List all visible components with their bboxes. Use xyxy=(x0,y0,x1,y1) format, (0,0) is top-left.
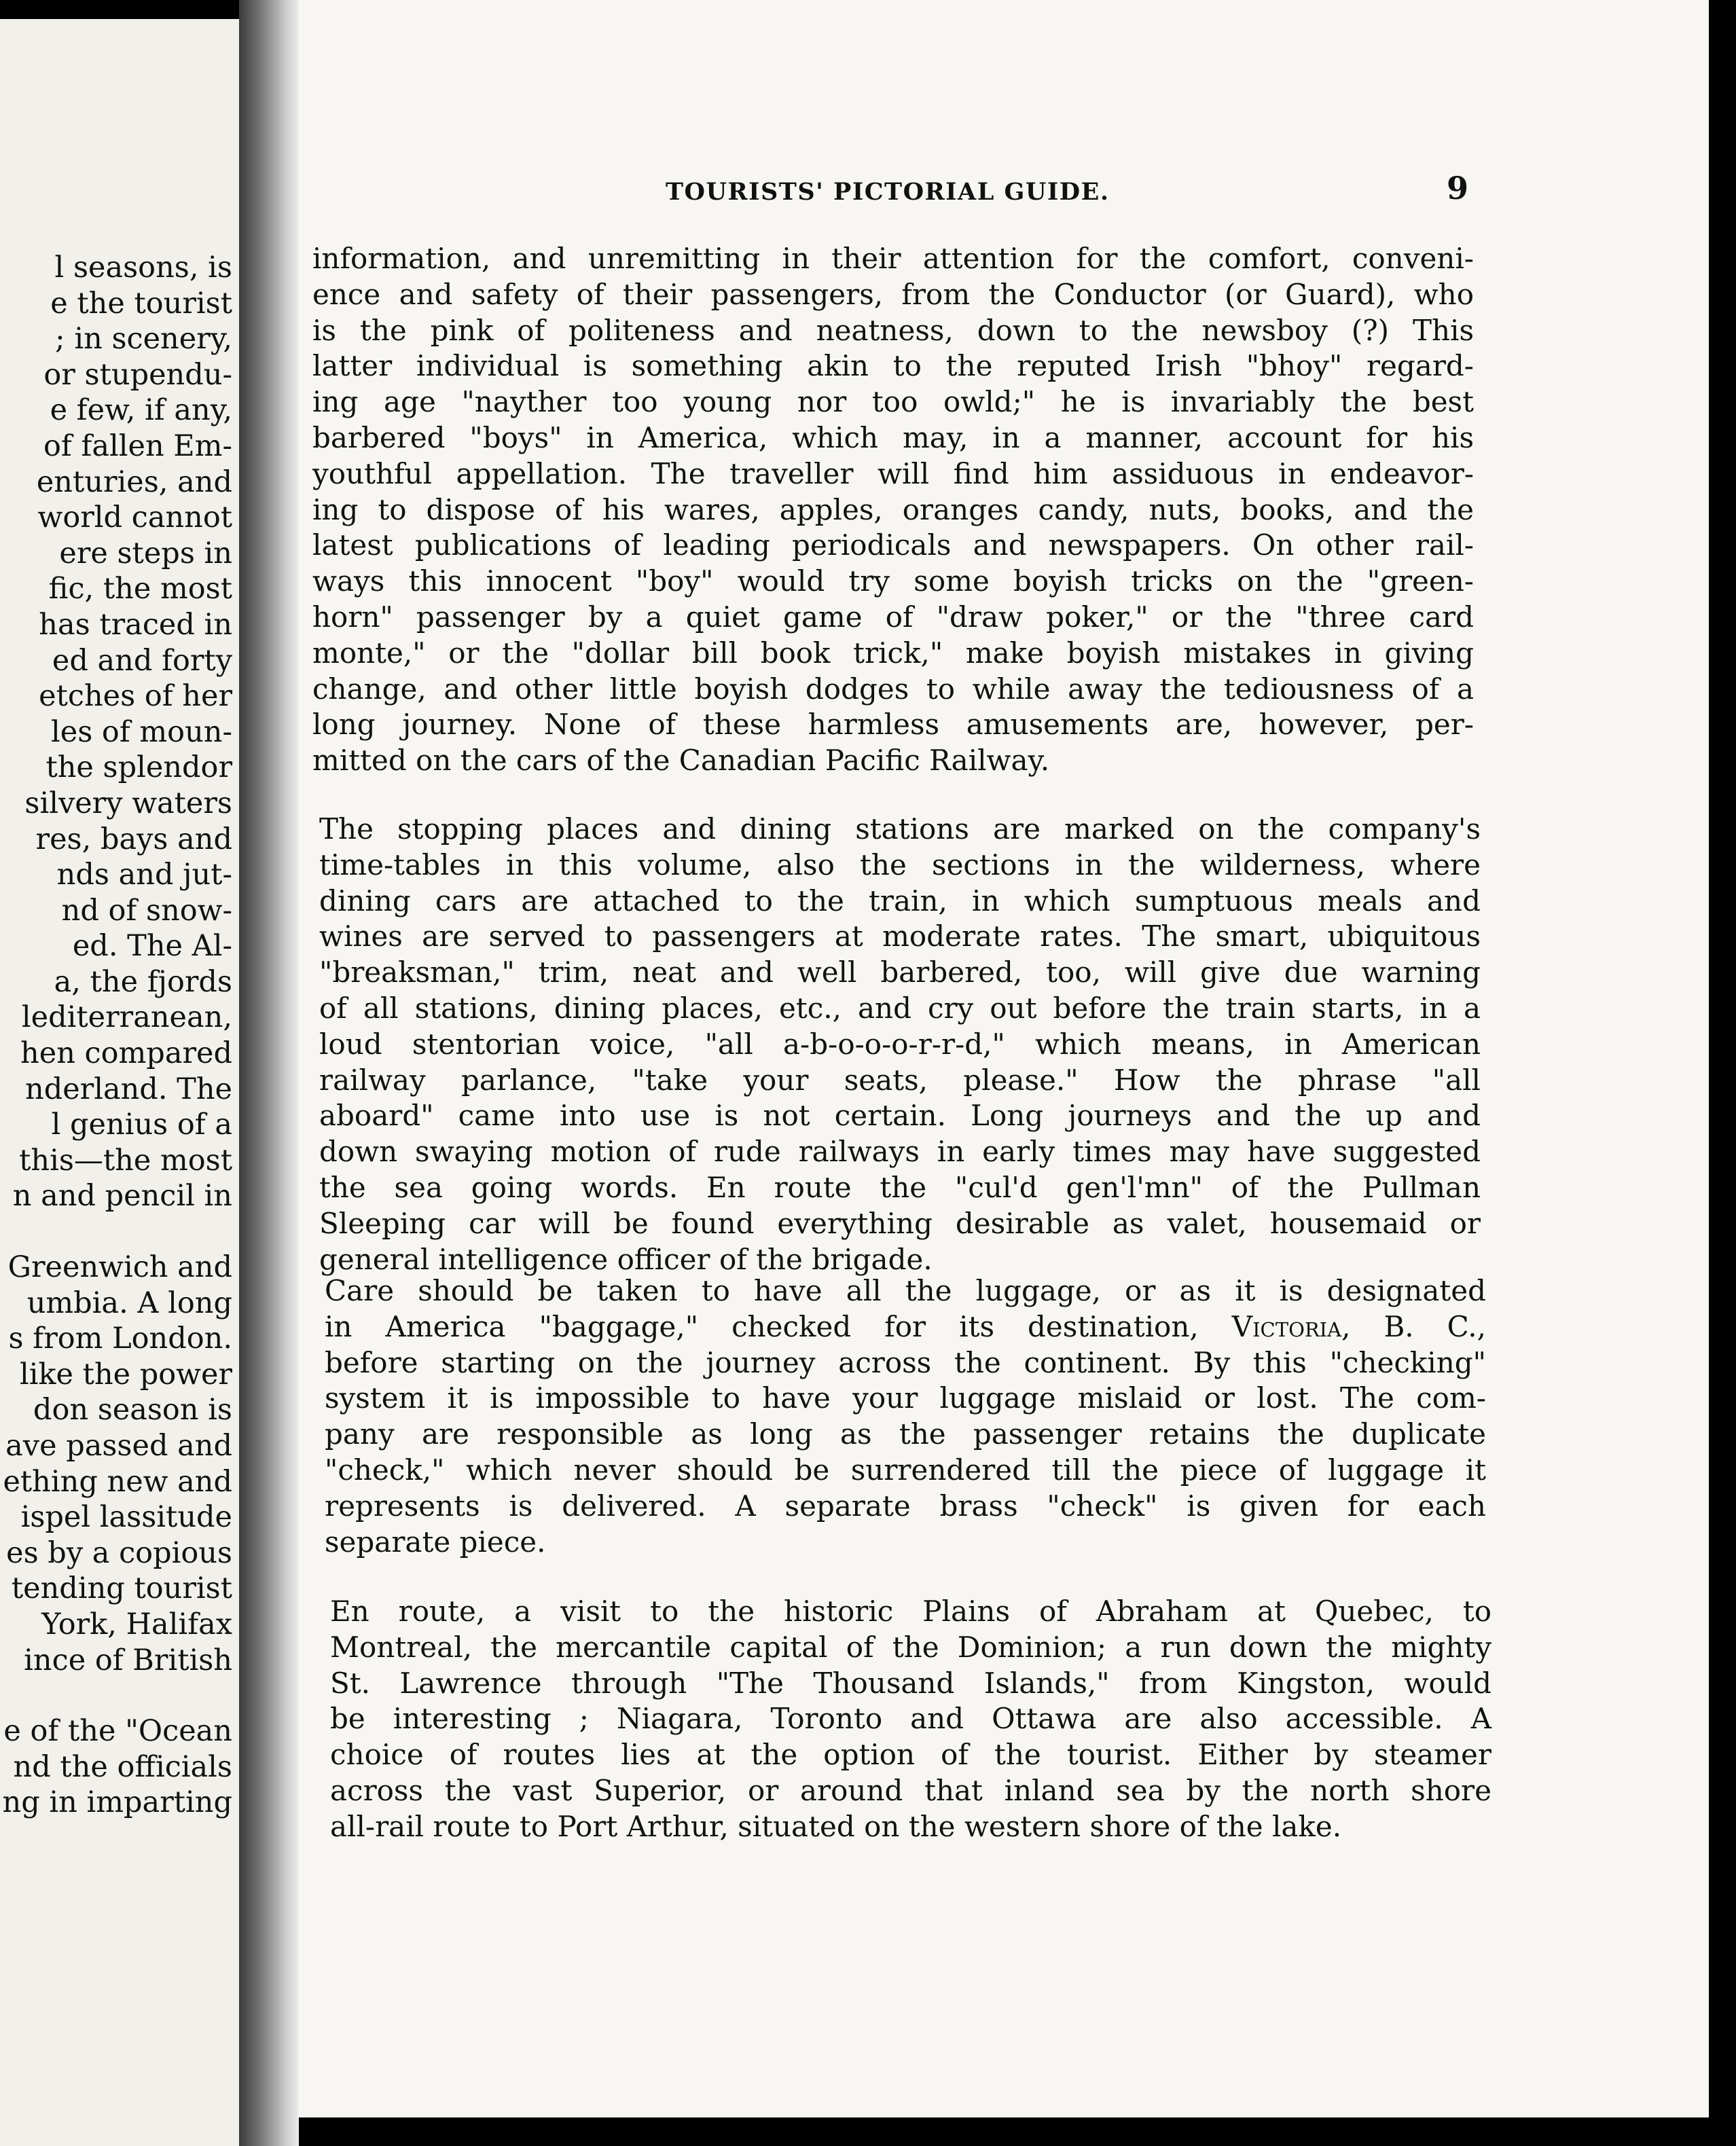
paragraph-line: railway parlance, "take your seats, please." How the phrase "all xyxy=(319,1063,1481,1097)
left-page-line: of fallen Em- xyxy=(43,429,232,463)
paragraph-line: ing to dispose of his wares, apples, oranges candy, nuts, books, and the xyxy=(312,492,1474,526)
left-page-line: ince of British xyxy=(24,1643,232,1677)
left-page-line: ed. The Al- xyxy=(72,929,232,964)
left-page-line: nds and jut- xyxy=(56,858,232,892)
destination-victoria: Victoria xyxy=(1231,1309,1342,1343)
left-page-line: l genius of a xyxy=(51,1108,232,1142)
left-page-line: hen compared xyxy=(20,1036,232,1071)
left-page-line: n and pencil in xyxy=(12,1179,232,1214)
left-page-text-column xyxy=(0,250,232,1821)
paragraph-line: dining cars are attached to the train, in which sumptuous meals and xyxy=(319,884,1481,917)
paragraph-line: is the pink of politeness and neatness, down to the newsboy (?) This xyxy=(312,313,1474,347)
paragraph-line: The stopping places and dining stations are marked on the company's xyxy=(319,812,1481,845)
paragraph-line: represents is delivered. A separate brass "check" is given for each xyxy=(325,1489,1486,1523)
paragraph-line: down swaying motion of rude railways in early times may have suggested xyxy=(319,1135,1481,1169)
left-facing-page xyxy=(0,19,239,2146)
left-page-line: enturies, and xyxy=(36,465,232,499)
left-page-line: e few, if any, xyxy=(50,393,232,428)
paragraph-line: latest publications of leading periodicals and newspapers. On other rail- xyxy=(312,528,1474,562)
left-page-line: don season is xyxy=(33,1393,232,1427)
paragraph-line: system it is impossible to have your luggage mislaid or lost. The com- xyxy=(325,1381,1486,1415)
left-page-line: silvery waters xyxy=(24,786,232,820)
left-page-line: ng in imparting xyxy=(2,1785,232,1820)
left-page-line: this—the most xyxy=(19,1143,232,1178)
paragraph-line: loud stentorian voice, "all a-b-o-o-o-r-r-d," which means, in American xyxy=(319,1027,1481,1061)
left-page-line: etches of her xyxy=(39,679,232,714)
paragraph-line: horn" passenger by a quiet game of "draw poker," or the "three card xyxy=(312,600,1474,634)
paragraph-line: ing age "nayther too young nor too owld;" he is invariably the best xyxy=(312,385,1474,419)
left-page-line: tending tourist xyxy=(11,1571,232,1606)
left-page-line: es by a copious xyxy=(6,1535,232,1570)
paragraph-line: wines are served to passengers at moderate rates. The smart, ubiquitous xyxy=(319,920,1481,953)
paragraph-line: general intelligence officer of the brigade. xyxy=(319,1242,933,1276)
paragraph-line: "breaksman," trim, neat and well barbered, too, will give due warning xyxy=(319,956,1481,989)
left-page-line: nd of snow- xyxy=(61,893,232,928)
paragraph-line: of all stations, dining places, etc., and cry out before the train starts, in a xyxy=(319,991,1481,1025)
left-page-line: like the power xyxy=(20,1357,232,1392)
paragraph-line: mitted on the cars of the Canadian Pacific Railway. xyxy=(312,744,1050,778)
line-gap xyxy=(0,1214,232,1250)
paragraph-line: choice of routes lies at the option of the tourist. Either by steamer xyxy=(330,1738,1491,1772)
paragraph-line: "check," which never should be surrendered till the piece of luggage it xyxy=(325,1453,1486,1487)
left-page-line: fic, the most xyxy=(48,572,232,606)
left-page-line: e of the "Ocean xyxy=(3,1714,232,1749)
paragraph-luggage xyxy=(325,1273,1486,1560)
paragraph-line: pany are responsible as long as the passenger retains the duplicate xyxy=(325,1417,1486,1451)
paragraph-line xyxy=(325,1309,1486,1345)
left-page-line: e the tourist xyxy=(50,286,232,321)
paragraph-line: Sleeping car will be found everything desirable as valet, housemaid or xyxy=(319,1206,1481,1240)
paragraph-line: monte," or the "dollar bill book trick," make boyish mistakes in giving xyxy=(312,636,1474,670)
paragraph-line: youthful appellation. The traveller will find him assiduous in endeavor- xyxy=(312,456,1474,490)
left-page-line: or stupendu- xyxy=(43,357,232,392)
paragraph-line: aboard" came into use is not certain. Long journeys and the up and xyxy=(319,1099,1481,1133)
line-gap xyxy=(0,1678,232,1713)
paragraph-line: across the vast Superior, or around that inland sea by the north shore xyxy=(330,1773,1491,1807)
paragraph-line: St. Lawrence through "The Thousand Islands," from Kingston, would xyxy=(330,1666,1491,1700)
left-page-line: ething new and xyxy=(3,1464,232,1499)
paragraph-line: information, and unremitting in their attention for the comfort, conveni- xyxy=(312,242,1474,275)
paragraph-line: long journey. None of these harmless amusements are, however, per- xyxy=(312,708,1474,742)
left-page-line: a, the fjords xyxy=(54,964,232,999)
paragraph-line: Montreal, the mercantile capital of the Dominion; a run down the mighty xyxy=(330,1630,1491,1664)
left-page-line: the splendor xyxy=(46,750,232,785)
line-text: in America "baggage," checked for its destination, xyxy=(325,1309,1232,1343)
left-page-line: nd the officials xyxy=(13,1749,232,1784)
left-page-line: ere steps in xyxy=(59,536,232,570)
left-page-line: nderland. The xyxy=(25,1072,232,1106)
left-page-line: Greenwich and xyxy=(7,1250,232,1285)
left-page-line: ispel lassitude xyxy=(20,1500,232,1535)
paragraph-line: all-rail route to Port Arthur, situated on the western shore of the lake. xyxy=(330,1809,1342,1843)
paragraph-line: time-tables in this volume, also the sections in the wilderness, where xyxy=(319,848,1481,881)
left-page-line: lediterranean, xyxy=(21,1000,232,1035)
paragraph-line: the sea going words. En route the "cul'd gen'l'mn" of the Pullman xyxy=(319,1170,1481,1204)
left-page-line: has traced in xyxy=(39,607,232,642)
paragraph-line: separate piece. xyxy=(325,1525,546,1559)
paragraph-line: before starting on the journey across the continent. By this "checking" xyxy=(325,1345,1486,1379)
paragraph-dining-stations xyxy=(319,812,1481,1277)
paragraph-line: barbered "boys" in America, which may, in a manner, account for his xyxy=(312,420,1474,454)
paragraph-line: latter individual is something akin to the reputed Irish "bhoy" regard- xyxy=(312,349,1474,383)
left-page-line: s from London. xyxy=(8,1322,232,1356)
left-page-line: ave passed and xyxy=(5,1429,232,1463)
paragraph-line: be interesting ; Niagara, Toronto and Ottawa are also accessible. A xyxy=(330,1702,1491,1736)
paragraph-en-route xyxy=(330,1594,1491,1845)
left-page-line: res, bays and xyxy=(35,822,232,856)
paragraph-line: ways this innocent "boy" would try some boyish tricks on the "green- xyxy=(312,564,1474,598)
paragraph-line: change, and other little boyish dodges to while away the tediousness of a xyxy=(312,672,1474,706)
left-page-line: les of moun- xyxy=(51,714,232,749)
page-number: 9 xyxy=(1447,170,1469,206)
paragraph-line: Care should be taken to have all the luggage, or as it is designated xyxy=(325,1274,1486,1307)
book-spine xyxy=(239,0,299,2146)
left-page-line: ed and forty xyxy=(52,643,232,678)
left-page-line: umbia. A long xyxy=(26,1286,232,1320)
left-page-line: l seasons, is xyxy=(54,251,232,285)
left-page-line: ; in scenery, xyxy=(55,322,232,357)
line-text: , B. C., xyxy=(1341,1309,1487,1343)
left-page-line: world cannot xyxy=(37,501,232,535)
main-page xyxy=(299,0,1709,2117)
left-page-line: York, Halifax xyxy=(41,1607,232,1641)
paragraph-newsboy xyxy=(312,241,1474,779)
paragraph-line: En route, a visit to the historic Plains of Abraham at Quebec, to xyxy=(330,1595,1491,1628)
running-head: TOURISTS' PICTORIAL GUIDE. xyxy=(666,178,1110,206)
paragraph-line: ence and safety of their passengers, from the Conductor (or Guard), who xyxy=(312,277,1474,311)
